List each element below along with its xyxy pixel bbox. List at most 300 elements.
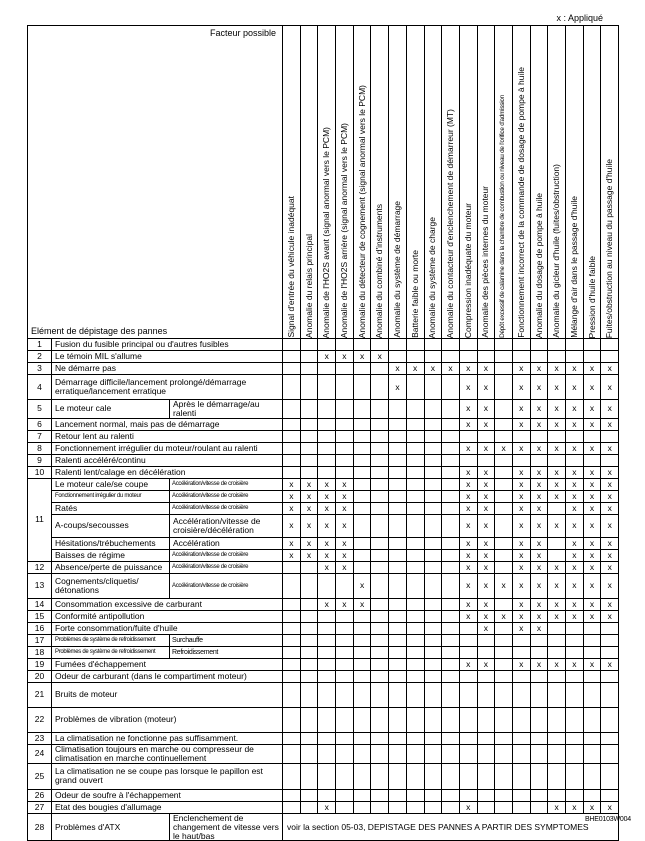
row-number: 26	[28, 789, 52, 801]
empty-cell	[389, 610, 407, 622]
factor-header-15	[530, 26, 548, 339]
applied-mark: x	[336, 598, 354, 610]
applied-mark: x	[318, 549, 336, 561]
applied-mark: x	[566, 363, 584, 375]
table-row	[28, 789, 619, 801]
empty-cell	[283, 400, 301, 419]
factor-header-4	[336, 26, 354, 339]
empty-cell	[477, 646, 495, 658]
symptom-cell: Consommation excessive de carburant	[52, 598, 283, 610]
empty-cell	[406, 375, 424, 400]
empty-cell	[283, 658, 301, 670]
empty-cell	[318, 610, 336, 622]
applied-mark: x	[283, 537, 301, 549]
empty-cell	[601, 707, 619, 732]
empty-cell	[353, 454, 371, 466]
condition-cell: Accélération	[170, 537, 283, 549]
empty-cell	[495, 549, 513, 561]
table-row	[28, 454, 619, 466]
empty-cell	[371, 490, 389, 502]
applied-mark: x	[477, 490, 495, 502]
empty-cell	[406, 490, 424, 502]
empty-cell	[459, 707, 477, 732]
empty-cell	[353, 744, 371, 763]
applied-mark: x	[459, 502, 477, 514]
symptom-cell: Retour lent au ralenti	[52, 430, 283, 442]
applied-mark: x	[566, 514, 584, 537]
empty-cell	[318, 430, 336, 442]
table-row	[28, 573, 619, 598]
empty-cell	[512, 682, 530, 707]
applied-mark: x	[566, 801, 584, 813]
table-row	[28, 801, 619, 813]
row-number: 11	[28, 478, 52, 561]
empty-cell	[424, 573, 442, 598]
row-number: 13	[28, 573, 52, 598]
applied-mark: x	[548, 598, 566, 610]
applied-mark: x	[583, 598, 601, 610]
empty-cell	[389, 502, 407, 514]
applied-mark: x	[566, 658, 584, 670]
empty-cell	[389, 466, 407, 478]
factor-label: Fuites/obstruction au niveau du passage d'huile	[604, 158, 615, 338]
empty-cell	[371, 514, 389, 537]
applied-mark: x	[512, 375, 530, 400]
symptom-cell: Ralenti lent/calage en décélération	[52, 466, 283, 478]
empty-cell	[477, 789, 495, 801]
applied-mark: x	[601, 418, 619, 430]
empty-cell	[353, 339, 371, 351]
factor-header-8	[406, 26, 424, 339]
applied-mark: x	[566, 478, 584, 490]
applied-mark: x	[477, 400, 495, 419]
factor-header-11	[459, 26, 477, 339]
empty-cell	[406, 573, 424, 598]
empty-cell	[406, 801, 424, 813]
empty-cell	[530, 763, 548, 789]
factor-header-2	[300, 26, 318, 339]
empty-cell	[336, 622, 354, 634]
empty-cell	[389, 707, 407, 732]
empty-cell	[406, 744, 424, 763]
empty-cell	[566, 634, 584, 646]
applied-mark: x	[336, 490, 354, 502]
symptom-cell: Fumées d'échappement	[52, 658, 283, 670]
applied-mark: x	[477, 549, 495, 561]
empty-cell	[389, 418, 407, 430]
empty-cell	[353, 430, 371, 442]
empty-cell	[406, 707, 424, 732]
applied-mark: x	[477, 658, 495, 670]
empty-cell	[336, 682, 354, 707]
empty-cell	[477, 430, 495, 442]
applied-mark: x	[601, 658, 619, 670]
applied-mark: x	[336, 537, 354, 549]
row-number: 17	[28, 634, 52, 646]
factor-header-17	[566, 26, 584, 339]
factor-label: Compression inadéquate du moteur	[462, 202, 473, 338]
empty-cell	[389, 658, 407, 670]
symptom-cell: Problèmes de vibration (moteur)	[52, 707, 283, 732]
factor-label: Anomalie du dosage de pompe à huile	[533, 192, 544, 338]
factor-header-18	[583, 26, 601, 339]
empty-cell	[318, 622, 336, 634]
factor-label: Anomalie de l'HO2S arrière (signal anormal vers le PCM)	[338, 122, 349, 338]
empty-cell	[477, 682, 495, 707]
empty-cell	[283, 363, 301, 375]
empty-cell	[336, 363, 354, 375]
applied-mark: x	[283, 514, 301, 537]
empty-cell	[336, 670, 354, 682]
applied-mark: x	[371, 351, 389, 363]
empty-cell	[283, 682, 301, 707]
symptom-cell: Conformité antipollution	[52, 610, 283, 622]
symptom-cell: La climatisation ne fonctionne pas suffisamment.	[52, 732, 283, 744]
symptom-cell: Bruits de moteur	[52, 682, 283, 707]
empty-cell	[495, 351, 513, 363]
empty-cell	[371, 646, 389, 658]
applied-mark: x	[459, 598, 477, 610]
applied-mark: x	[548, 466, 566, 478]
empty-cell	[442, 646, 460, 658]
factor-header-14	[512, 26, 530, 339]
empty-cell	[336, 466, 354, 478]
condition-cell: Accélération/vitesse de croisière	[170, 478, 283, 490]
empty-cell	[283, 670, 301, 682]
factor-label: Anomalie du système de démarrage	[392, 201, 403, 338]
empty-cell	[336, 610, 354, 622]
empty-cell	[495, 682, 513, 707]
row-number: 18	[28, 646, 52, 658]
empty-cell	[477, 634, 495, 646]
row-number: 19	[28, 658, 52, 670]
empty-cell	[583, 646, 601, 658]
empty-cell	[495, 634, 513, 646]
applied-mark: x	[530, 658, 548, 670]
empty-cell	[353, 682, 371, 707]
applied-mark: x	[512, 610, 530, 622]
empty-cell	[389, 646, 407, 658]
factor-header-12	[477, 26, 495, 339]
empty-cell	[389, 732, 407, 744]
empty-cell	[406, 514, 424, 537]
applied-mark: x	[601, 801, 619, 813]
row-number: 22	[28, 707, 52, 732]
empty-cell	[283, 732, 301, 744]
empty-cell	[548, 707, 566, 732]
empty-cell	[406, 598, 424, 610]
empty-cell	[283, 598, 301, 610]
empty-cell	[512, 744, 530, 763]
empty-cell	[530, 634, 548, 646]
empty-cell	[530, 351, 548, 363]
empty-cell	[601, 789, 619, 801]
applied-mark: x	[318, 514, 336, 537]
empty-cell	[583, 763, 601, 789]
applied-mark: x	[336, 351, 354, 363]
row-number: 24	[28, 744, 52, 763]
symptom-cell: Ne démarre pas	[52, 363, 283, 375]
empty-cell	[371, 549, 389, 561]
applied-mark: x	[477, 478, 495, 490]
empty-cell	[283, 634, 301, 646]
legend: x : Appliqué	[556, 13, 603, 23]
applied-mark: x	[477, 598, 495, 610]
applied-mark: x	[601, 502, 619, 514]
factor-label: Batterie faible ou morte	[409, 250, 420, 338]
applied-mark: x	[583, 478, 601, 490]
applied-mark: x	[477, 502, 495, 514]
symptom-cell: Lancement normal, mais pas de démarrage	[52, 418, 283, 430]
empty-cell	[459, 670, 477, 682]
empty-cell	[583, 454, 601, 466]
empty-cell	[353, 789, 371, 801]
applied-mark: x	[530, 363, 548, 375]
empty-cell	[495, 430, 513, 442]
empty-cell	[389, 454, 407, 466]
empty-cell	[601, 682, 619, 707]
empty-cell	[353, 478, 371, 490]
empty-cell	[495, 502, 513, 514]
empty-cell	[548, 744, 566, 763]
factor-label: Pression d'huile faible	[586, 255, 597, 338]
empty-cell	[442, 573, 460, 598]
applied-mark: x	[583, 514, 601, 537]
applied-mark: x	[477, 363, 495, 375]
empty-cell	[406, 430, 424, 442]
applied-mark: x	[512, 466, 530, 478]
empty-cell	[406, 622, 424, 634]
empty-cell	[512, 707, 530, 732]
empty-cell	[424, 658, 442, 670]
symptom-cell: Le moteur cale	[52, 400, 170, 419]
empty-cell	[336, 400, 354, 419]
row-number: 21	[28, 682, 52, 707]
applied-mark: x	[583, 561, 601, 573]
condition-cell: Accélération/vitesse de croisière	[170, 502, 283, 514]
applied-mark: x	[530, 490, 548, 502]
empty-cell	[318, 634, 336, 646]
table-row	[28, 537, 619, 549]
applied-mark: x	[300, 514, 318, 537]
empty-cell	[406, 442, 424, 454]
empty-cell	[530, 670, 548, 682]
applied-mark: x	[601, 514, 619, 537]
applied-mark: x	[548, 573, 566, 598]
empty-cell	[583, 430, 601, 442]
table-row	[28, 610, 619, 622]
empty-cell	[318, 646, 336, 658]
empty-cell	[583, 707, 601, 732]
empty-cell	[389, 682, 407, 707]
empty-cell	[566, 789, 584, 801]
empty-cell	[353, 707, 371, 732]
empty-cell	[495, 418, 513, 430]
empty-cell	[371, 610, 389, 622]
table-row	[28, 400, 619, 419]
empty-cell	[459, 454, 477, 466]
condition-cell: Enclenchement de changement de vitesse vers le haut/bas	[170, 813, 283, 841]
empty-cell	[406, 537, 424, 549]
empty-cell	[371, 466, 389, 478]
empty-cell	[477, 801, 495, 813]
applied-mark: x	[512, 490, 530, 502]
applied-mark: x	[530, 561, 548, 573]
empty-cell	[424, 732, 442, 744]
empty-cell	[283, 454, 301, 466]
condition-cell: Accélération/vitesse de croisière/décélération	[170, 514, 283, 537]
empty-cell	[300, 454, 318, 466]
applied-mark: x	[336, 514, 354, 537]
applied-mark: x	[459, 658, 477, 670]
applied-mark: x	[283, 549, 301, 561]
empty-cell	[336, 744, 354, 763]
empty-cell	[495, 537, 513, 549]
empty-cell	[371, 418, 389, 430]
empty-cell	[442, 502, 460, 514]
empty-cell	[424, 466, 442, 478]
empty-cell	[389, 789, 407, 801]
applied-mark: x	[300, 478, 318, 490]
empty-cell	[495, 598, 513, 610]
factor-header-19	[601, 26, 619, 339]
empty-cell	[495, 789, 513, 801]
table-row	[28, 622, 619, 634]
symptom-cell: Ratés	[52, 502, 170, 514]
row-number: 9	[28, 454, 52, 466]
empty-cell	[389, 744, 407, 763]
empty-cell	[548, 502, 566, 514]
empty-cell	[548, 670, 566, 682]
row-number: 23	[28, 732, 52, 744]
empty-cell	[459, 763, 477, 789]
empty-cell	[495, 466, 513, 478]
applied-mark: x	[601, 400, 619, 419]
symptom-cell: Baisses de régime	[52, 549, 170, 561]
applied-mark: x	[548, 514, 566, 537]
empty-cell	[512, 454, 530, 466]
symptom-cell: La climatisation ne se coupe pas lorsque le papillon est grand ouvert	[52, 763, 283, 789]
applied-mark: x	[583, 418, 601, 430]
empty-cell	[283, 646, 301, 658]
empty-cell	[495, 801, 513, 813]
applied-mark: x	[601, 375, 619, 400]
applied-mark: x	[601, 610, 619, 622]
applied-mark: x	[548, 801, 566, 813]
applied-mark: x	[512, 549, 530, 561]
row-number: 2	[28, 351, 52, 363]
empty-cell	[283, 789, 301, 801]
applied-mark: x	[459, 466, 477, 478]
symptom-cell: Ralenti accéléré/continu	[52, 454, 283, 466]
empty-cell	[566, 622, 584, 634]
empty-cell	[477, 351, 495, 363]
applied-mark: x	[530, 478, 548, 490]
applied-mark: x	[477, 561, 495, 573]
empty-cell	[406, 454, 424, 466]
empty-cell	[389, 634, 407, 646]
applied-mark: x	[548, 478, 566, 490]
empty-cell	[300, 744, 318, 763]
table-row	[28, 763, 619, 789]
empty-cell	[442, 454, 460, 466]
empty-cell	[300, 634, 318, 646]
empty-cell	[318, 442, 336, 454]
applied-mark: x	[459, 610, 477, 622]
empty-cell	[300, 707, 318, 732]
applied-mark: x	[477, 466, 495, 478]
empty-cell	[336, 339, 354, 351]
empty-cell	[442, 763, 460, 789]
empty-cell	[283, 622, 301, 634]
empty-cell	[442, 537, 460, 549]
empty-cell	[566, 646, 584, 658]
table-row	[28, 598, 619, 610]
row-number: 7	[28, 430, 52, 442]
empty-cell	[424, 763, 442, 789]
empty-cell	[495, 490, 513, 502]
empty-cell	[477, 454, 495, 466]
empty-cell	[283, 801, 301, 813]
applied-mark: x	[353, 598, 371, 610]
applied-mark: x	[300, 549, 318, 561]
empty-cell	[424, 549, 442, 561]
condition-cell: Surchauffe	[170, 634, 283, 646]
applied-mark: x	[548, 442, 566, 454]
applied-mark: x	[583, 466, 601, 478]
empty-cell	[530, 801, 548, 813]
empty-cell	[371, 478, 389, 490]
empty-cell	[353, 610, 371, 622]
empty-cell	[389, 400, 407, 419]
empty-cell	[424, 375, 442, 400]
empty-cell	[566, 682, 584, 707]
empty-cell	[442, 610, 460, 622]
empty-cell	[336, 418, 354, 430]
empty-cell	[530, 646, 548, 658]
empty-cell	[353, 466, 371, 478]
table-row	[28, 339, 619, 351]
empty-cell	[566, 454, 584, 466]
empty-cell	[495, 561, 513, 573]
empty-cell	[601, 763, 619, 789]
condition-cell: Accélération/vitesse de croisière	[170, 573, 283, 598]
applied-mark: x	[583, 363, 601, 375]
empty-cell	[336, 442, 354, 454]
applied-mark: x	[512, 514, 530, 537]
factor-header-13	[495, 26, 513, 339]
applied-mark: x	[389, 363, 407, 375]
factor-label: Anomalie des pièces internes du moteur	[480, 186, 491, 338]
empty-cell	[548, 430, 566, 442]
empty-cell	[300, 670, 318, 682]
empty-cell	[548, 622, 566, 634]
empty-cell	[495, 646, 513, 658]
applied-mark: x	[583, 490, 601, 502]
applied-mark: x	[318, 351, 336, 363]
factor-label: Anomalie du détecteur de cognement (signal anormal vers le PCM)	[356, 84, 367, 338]
empty-cell	[459, 622, 477, 634]
empty-cell	[300, 573, 318, 598]
applied-mark: x	[353, 573, 371, 598]
empty-cell	[530, 707, 548, 732]
empty-cell	[300, 658, 318, 670]
applied-mark: x	[601, 549, 619, 561]
empty-cell	[406, 466, 424, 478]
applied-mark: x	[477, 610, 495, 622]
empty-cell	[406, 646, 424, 658]
empty-cell	[442, 466, 460, 478]
